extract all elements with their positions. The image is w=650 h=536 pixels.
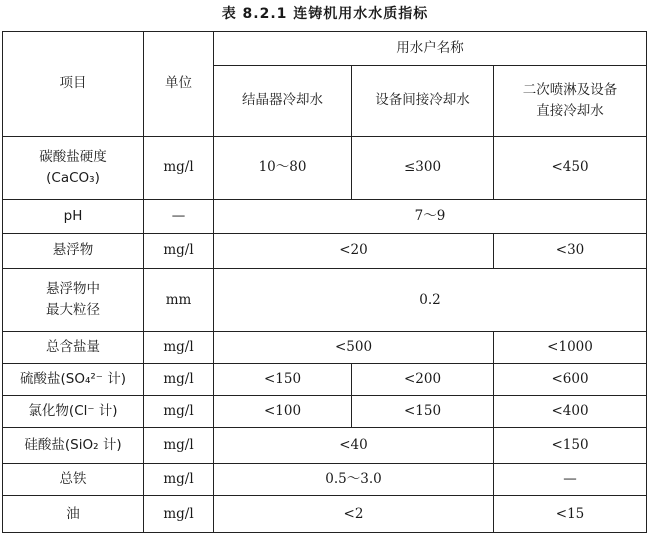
cell-value: <1000 bbox=[494, 332, 647, 364]
water-quality-table bbox=[2, 31, 647, 533]
table-row bbox=[3, 428, 647, 464]
row-unit: mg/l bbox=[144, 332, 214, 364]
row-item: 油 bbox=[3, 496, 144, 533]
cell-value: 0.2 bbox=[214, 269, 647, 332]
row-unit: mg/l bbox=[144, 363, 214, 396]
row-unit: mm bbox=[144, 269, 214, 332]
header-col-mold-cooling: 结晶器冷却水 bbox=[214, 65, 352, 136]
table-row bbox=[3, 269, 647, 332]
table-row bbox=[3, 496, 647, 533]
table-row bbox=[3, 463, 647, 496]
cell-value: <2 bbox=[214, 496, 494, 533]
header-col-indirect-cooling: 设备间接冷却水 bbox=[352, 65, 494, 136]
table-title: 表 8.2.1 连铸机用水水质指标 bbox=[221, 6, 429, 22]
row-unit: mg/l bbox=[144, 463, 214, 496]
row-item-line1: 碳酸盐硬度 bbox=[39, 149, 107, 165]
header-user-group: 用水户名称 bbox=[214, 32, 647, 66]
cell-value: 0.5～3.0 bbox=[214, 463, 494, 496]
header-unit: 单位 bbox=[144, 32, 214, 137]
table-row bbox=[3, 363, 647, 396]
cell-value: <150 bbox=[352, 396, 494, 428]
row-item: 硫酸盐(SO₄²⁻ 计) bbox=[3, 363, 144, 396]
row-item: 悬浮物 bbox=[3, 233, 144, 269]
row-unit: mg/l bbox=[144, 496, 214, 533]
table-row bbox=[3, 233, 647, 269]
row-item: 硅酸盐(SiO₂ 计) bbox=[3, 428, 144, 464]
row-unit: mg/l bbox=[144, 233, 214, 269]
cell-value: <150 bbox=[494, 428, 647, 464]
cell-value: <600 bbox=[494, 363, 647, 396]
cell-value: <500 bbox=[214, 332, 494, 364]
cell-value: <450 bbox=[494, 136, 647, 199]
cell-value: 7～9 bbox=[214, 199, 647, 233]
row-unit: mg/l bbox=[144, 428, 214, 464]
header-col3-line2: 直接冷却水 bbox=[536, 102, 604, 119]
header-col3-line1: 二次喷淋及设备 bbox=[522, 81, 618, 98]
table-row bbox=[3, 332, 647, 364]
row-item-line2: 最大粒径 bbox=[46, 302, 100, 319]
cell-value: <30 bbox=[494, 233, 647, 269]
row-item: 总含盐量 bbox=[3, 332, 144, 364]
row-item-line1: 悬浮物中 bbox=[46, 281, 100, 298]
cell-value: <400 bbox=[494, 396, 647, 428]
cell-value: 10～80 bbox=[214, 136, 352, 199]
row-item bbox=[3, 269, 144, 332]
row-item-line2: (CaCO₃) bbox=[46, 169, 100, 186]
header-col-direct-cooling bbox=[494, 65, 647, 136]
table-row bbox=[3, 396, 647, 428]
cell-value: <100 bbox=[214, 396, 352, 428]
row-unit: — bbox=[144, 199, 214, 233]
row-unit: mg/l bbox=[144, 396, 214, 428]
row-unit: mg/l bbox=[144, 136, 214, 199]
header-item: 项目 bbox=[3, 32, 144, 137]
table-row bbox=[3, 199, 647, 233]
cell-value: <40 bbox=[214, 428, 494, 464]
row-item bbox=[3, 136, 144, 199]
row-item: 总铁 bbox=[3, 463, 144, 496]
table-row bbox=[3, 136, 647, 199]
cell-value: — bbox=[494, 463, 647, 496]
cell-value: <15 bbox=[494, 496, 647, 533]
cell-value: <200 bbox=[352, 363, 494, 396]
row-item: pH bbox=[3, 199, 144, 233]
cell-value: ≤300 bbox=[352, 136, 494, 199]
row-item: 氯化物(Cl⁻ 计) bbox=[3, 396, 144, 428]
cell-value: <20 bbox=[214, 233, 494, 269]
cell-value: <150 bbox=[214, 363, 352, 396]
